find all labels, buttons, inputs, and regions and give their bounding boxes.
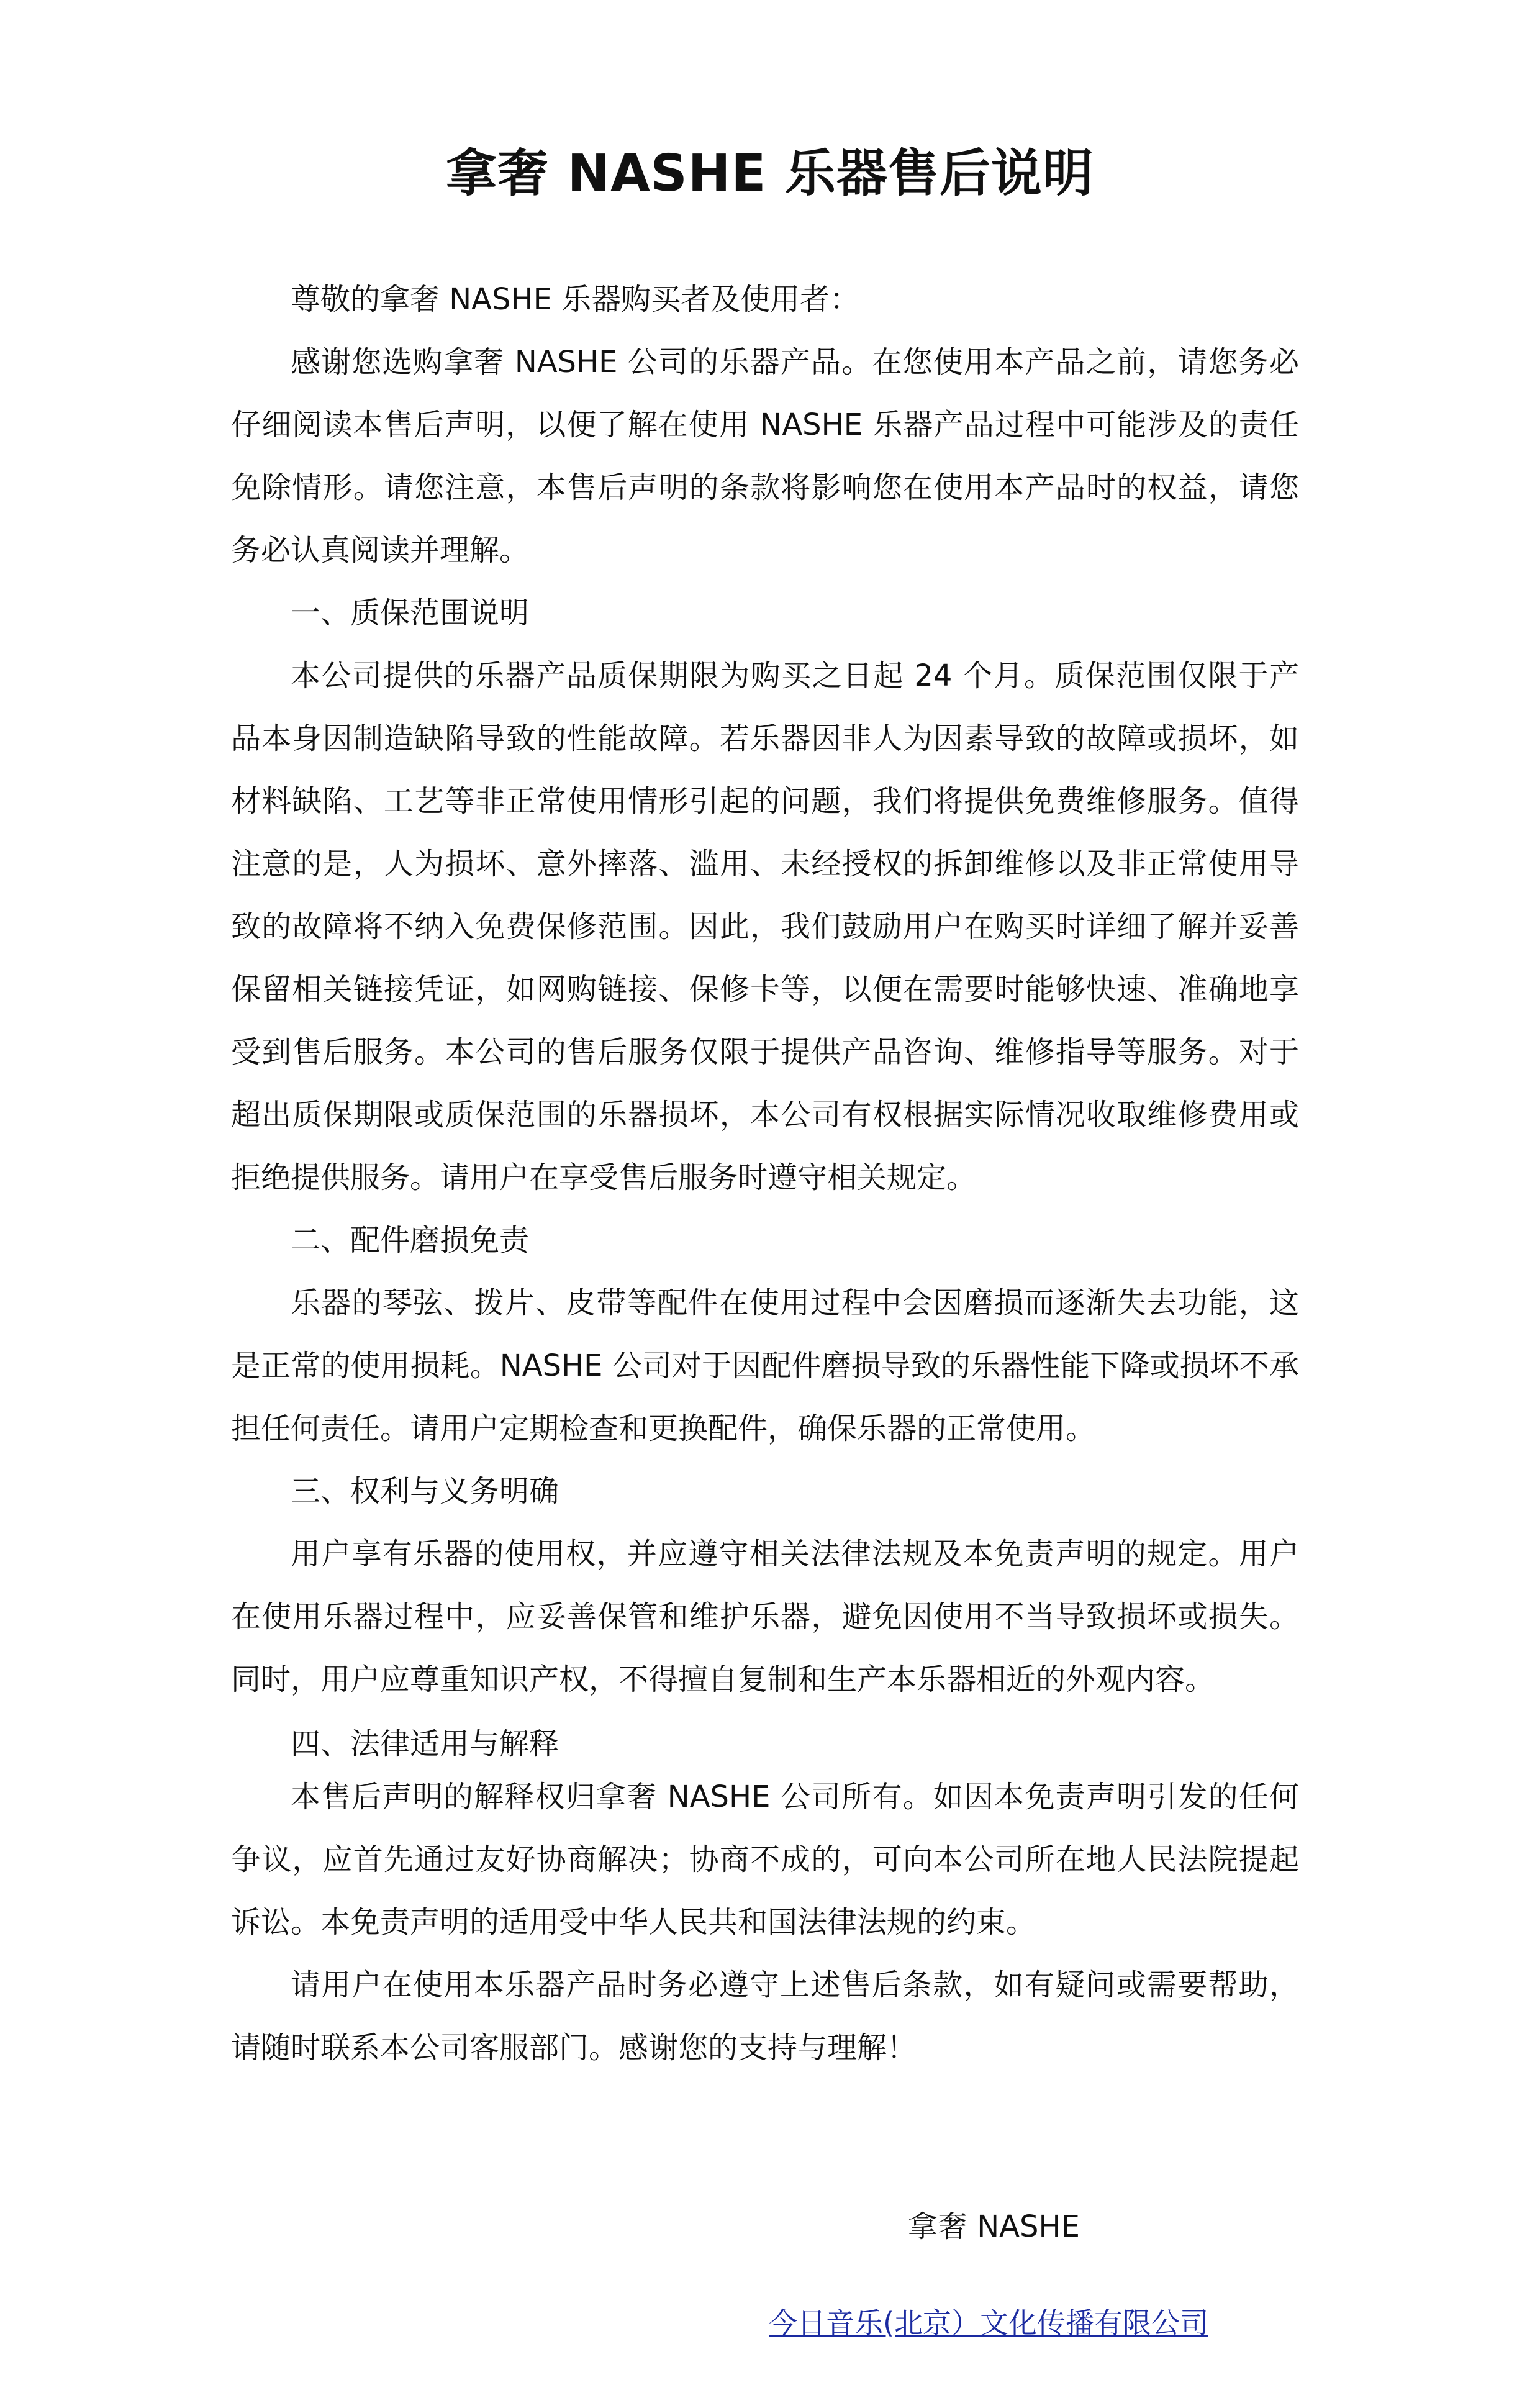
company-link[interactable]: 今日音乐(北京）文化传播有限公司: [769, 2306, 1208, 2340]
section-text-accessories: 乐器的琴弦、拨片、皮带等配件在使用过程中会因磨损而逐渐失去功能，这是正常的使用损耗。NASHE 公司对于因配件磨损导致的乐器性能下降或损坏不承担任何责任。请用户定期检查和更换配件，确保乐器的正常使用。: [231, 1286, 1299, 1446]
section-text-warranty: 本公司提供的乐器产品质保期限为购买之日起 24 个月。质保范围仅限于产品本身因制造缺陷导致的性能故障。若乐器因非人为因素导致的故障或损坏，如材料缺陷、工艺等非正常使用情形引起的问题，我们将提供免费维修服务。值得注意的是，人为损坏、意外摔落、滥用、未经授权的拆卸维修以及非正常使用导致的故障将不纳入免费保修范围。因此，我们鼓励用户在购买时详细了解并妥善保留相关链接凭证，如网购链接、保修卡等，以便在需要时能够快速、准确地享受到售后服务。本公司的售后服务仅限于提供产品咨询、维修指导等服务。对于超出质保期限或质保范围的乐器损坏，本公司有权根据实际情况收取维修费用或拒绝提供服务。请用户在享受售后服务时遵守相关规定。: [231, 658, 1299, 1195]
section-text-law: 本售后声明的解释权归拿奢 NASHE 公司所有。如因本免责声明引发的任何争议，应首先通过友好协商解决；协商不成的，可向本公司所在地人民法院提起诉讼。本免责声明的适用受中华人民共和国法律法规的约束。: [231, 1779, 1299, 1940]
greeting-paragraph: 尊敬的拿奢 NASHE 乐器购买者及使用者：: [291, 282, 860, 317]
document-title: 拿奢 NASHE 乐器售后说明: [446, 144, 1094, 203]
document-body: [231, 268, 1299, 2079]
section-heading-warranty: 一、质保范围说明: [291, 596, 530, 630]
section-text-rights: 用户享有乐器的使用权，并应遵守相关法律法规及本免责声明的规定。用户在使用乐器过程中，应妥善保管和维护乐器，避免因使用不当导致损坏或损失。同时，用户应尊重知识产权，不得擅自复制和生产本乐器相近的外观内容。: [231, 1537, 1299, 1697]
section-heading-law: 四、法律适用与解释: [291, 1727, 559, 1761]
closing-paragraph: 请用户在使用本乐器产品时务必遵守上述售后条款，如有疑问或需要帮助，请随时联系本公司客服部门。感谢您的支持与理解！: [231, 1968, 1299, 2065]
section-heading-accessories: 二、配件磨损免责: [291, 1223, 530, 1258]
signature: 拿奢 NASHE: [908, 2209, 1080, 2244]
intro-paragraph: 感谢您选购拿奢 NASHE 公司的乐器产品。在您使用本产品之前，请您务必仔细阅读本售后声明，以便了解在使用 NASHE 乐器产品过程中可能涉及的责任免除情形。请您注意，本售后声明的条款将影响您在使用本产品时的权益，请您务必认真阅读并理解。: [231, 345, 1299, 568]
section-heading-rights: 三、权利与义务明确: [291, 1474, 559, 1509]
